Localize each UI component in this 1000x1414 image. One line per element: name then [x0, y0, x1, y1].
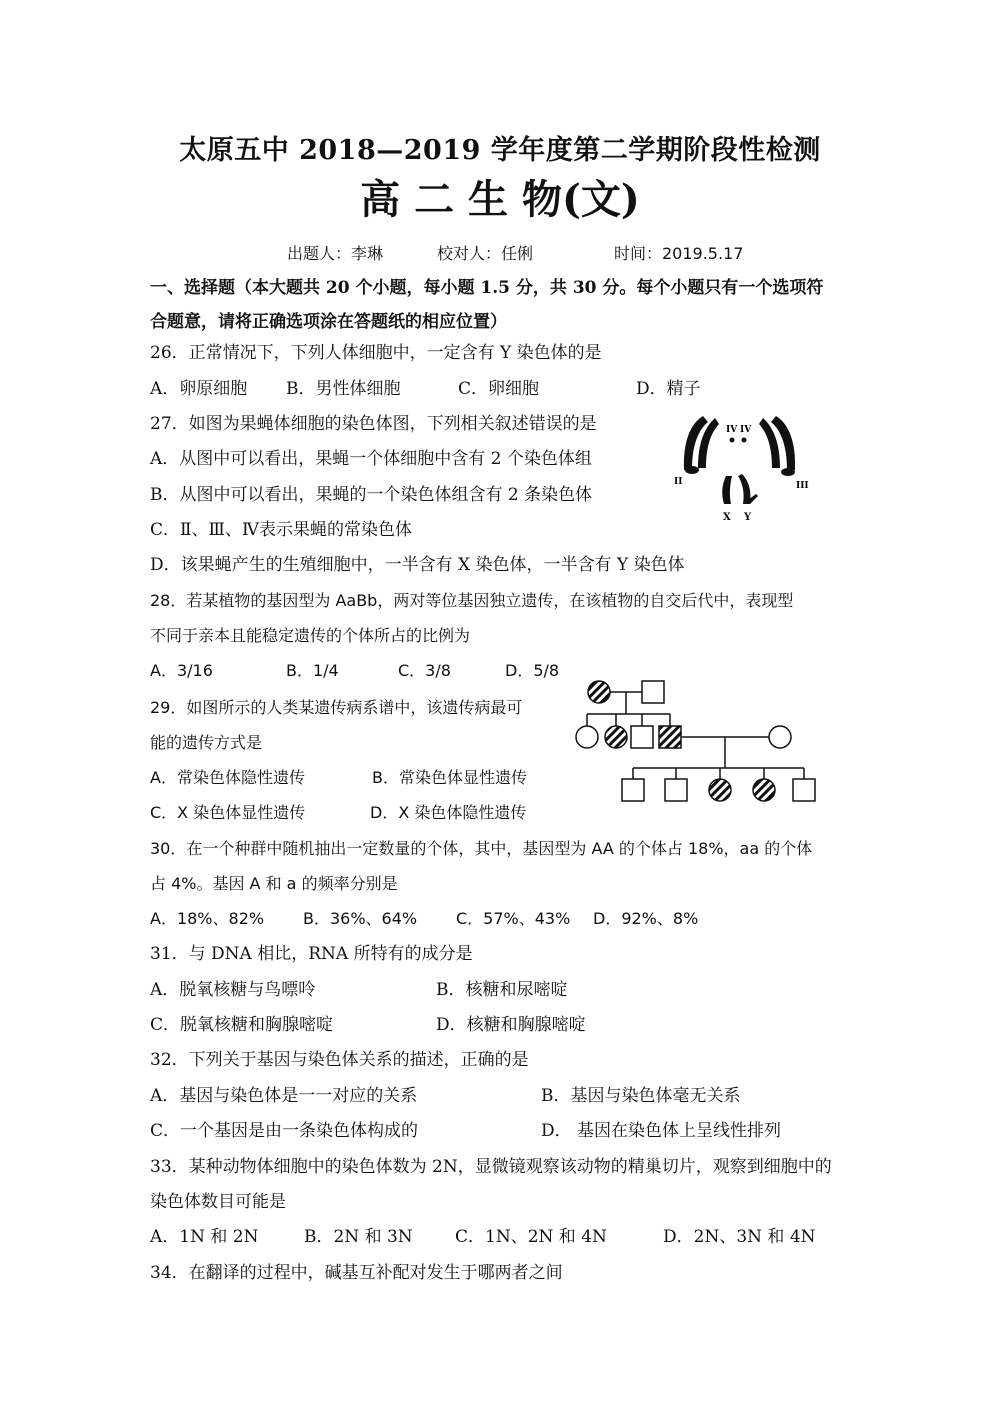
- q31-option-b: B．核糖和尿嘧啶: [436, 980, 568, 1000]
- pedigree-iii5-male: [793, 779, 815, 801]
- chromosome-x: [722, 476, 732, 504]
- pedigree-iii3-affected-female: [709, 779, 731, 801]
- q30-option-c: C．57%、43%: [456, 909, 571, 928]
- q32-stem: 32．下列关于基因与染色体关系的描述，正确的是: [150, 1050, 529, 1070]
- pedigree-ii1-female: [576, 726, 598, 748]
- q30-stem-line1: 30．在一个种群中随机抽出一定数量的个体，其中，基因型为 AA 的个体占 18%，aa 的个体: [150, 839, 813, 858]
- pedigree-chart: [570, 672, 830, 812]
- label-x: X: [723, 512, 731, 523]
- subject-title: 高 二 生 物(文): [360, 176, 640, 223]
- q27-stem: 27．如图为果蝇体细胞的染色体图，下列相关叙述错误的是: [150, 414, 597, 434]
- pedigree-ii5-female: [769, 726, 791, 748]
- pedigree-i2-male: [642, 681, 664, 703]
- q28-option-c: C．3/8: [398, 661, 451, 680]
- pedigree-ii4-affected-male: [659, 726, 681, 748]
- q29-stem-line1: 29．如图所示的人类某遗传病系谱中，该遗传病最可: [150, 698, 523, 717]
- q29-option-c: C．X 染色体显性遗传: [150, 803, 306, 822]
- q28-stem-line2: 不同于亲本且能稳定遗传的个体所占的比例为: [150, 626, 471, 645]
- author-label: 出题人：李琳: [287, 244, 384, 263]
- q28-option-a: A．3/16: [150, 661, 213, 680]
- q29-option-a: A．常染色体隐性遗传: [150, 768, 305, 787]
- centromere-iii: [781, 468, 795, 476]
- chromosome-iv-right: [742, 438, 747, 443]
- section-heading-line2: 合题意，请将正确选项涂在答题纸的相应位置）: [150, 312, 507, 332]
- centromere-ii: [685, 466, 699, 474]
- q33-stem-line2: 染色体数目可能是: [150, 1192, 286, 1212]
- pedigree-ii3-male: [631, 726, 653, 748]
- q26-option-b: B．男性体细胞: [286, 379, 401, 399]
- q29-option-b: B．常染色体显性遗传: [372, 768, 527, 787]
- q32-option-a: A．基因与染色体是一一对应的关系: [150, 1086, 418, 1106]
- label-y: Y: [744, 512, 752, 523]
- q32-option-b: B．基因与染色体毫无关系: [541, 1086, 741, 1106]
- time-label: 时间：2019.5.17: [614, 244, 744, 263]
- chromosome-y: [738, 474, 751, 504]
- label-iv-left: IV: [726, 425, 738, 435]
- q34-stem: 34．在翻译的过程中，碱基互补配对发生于哪两者之间: [150, 1263, 563, 1283]
- q33-option-c: C．1N、2N 和 4N: [455, 1227, 607, 1247]
- q27-option-b: B．从图中可以看出，果蝇的一个染色体组含有 2 条染色体: [150, 485, 593, 505]
- q27-option-d: D．该果蝇产生的生殖细胞中，一半含有 X 染色体，一半含有 Y 染色体: [150, 555, 685, 575]
- q33-stem-line1: 33．某种动物体细胞中的染色体数为 2N，显微镜观察该动物的精巢切片，观察到细胞中的: [150, 1157, 832, 1177]
- q27-option-c: C．Ⅱ、Ⅲ、Ⅳ表示果蝇的常染色体: [150, 520, 412, 540]
- q33-option-a: A．1N 和 2N: [150, 1227, 259, 1247]
- section-heading-line1: 一、选择题（本大题共 20 个小题，每小题 1.5 分，共 30 分。每个小题只有一个选项符: [150, 278, 824, 298]
- label-iv-right: IV: [740, 425, 752, 435]
- q26-option-c: C．卵细胞: [458, 379, 540, 399]
- q31-option-c: C．脱氧核糖和胸腺嘧啶: [150, 1015, 334, 1035]
- q29-option-d: D．X 染色体隐性遗传: [370, 803, 527, 822]
- q30-option-b: B．36%、64%: [303, 909, 418, 928]
- q30-option-a: A．18%、82%: [150, 909, 265, 928]
- q26-option-d: D．精子: [636, 379, 701, 399]
- q31-stem: 31．与 DNA 相比，RNA 所特有的成分是: [150, 944, 473, 964]
- q33-option-b: B．2N 和 3N: [304, 1227, 413, 1247]
- pedigree-i1-affected-female: [588, 681, 610, 703]
- pedigree-iii1-male: [622, 779, 644, 801]
- q31-option-d: D．核糖和胸腺嘧啶: [436, 1015, 586, 1035]
- q28-option-d: D．5/8: [505, 661, 560, 680]
- q27-option-a: A．从图中可以看出，果蝇一个体细胞中含有 2 个染色体组: [150, 449, 592, 469]
- q30-stem-line2: 占 4%。基因 A 和 a 的频率分别是: [150, 874, 398, 893]
- checker-label: 校对人：任俐: [437, 244, 534, 263]
- q28-option-b: B．1/4: [286, 661, 339, 680]
- chromosome-iv-left: [730, 438, 735, 443]
- exam-title: 太原五中 2018—2019 学年度第二学期阶段性检测: [179, 135, 821, 166]
- q32-option-c: C．一个基因是由一条染色体构成的: [150, 1121, 419, 1141]
- pedigree-ii2-affected-female: [605, 726, 627, 748]
- q30-option-d: D．92%、8%: [593, 909, 699, 928]
- q31-option-a: A．脱氧核糖与鸟嘌呤: [150, 980, 316, 1000]
- pedigree-iii2-male: [665, 779, 687, 801]
- q32-option-d: D． 基因在染色体上呈线性排列: [541, 1121, 782, 1141]
- q33-option-d: D．2N、3N 和 4N: [663, 1227, 816, 1247]
- q28-stem-line1: 28．若某植物的基因型为 AaBb，两对等位基因独立遗传，在该植物的自交后代中，表现型: [150, 591, 794, 610]
- label-iii: III: [796, 481, 809, 491]
- q29-stem-line2: 能的遗传方式是: [150, 733, 263, 752]
- pedigree-iii4-affected-female: [753, 779, 775, 801]
- q26-option-a: A．卵原细胞: [150, 379, 248, 399]
- q26-stem: 26．正常情况下，下列人体细胞中，一定含有 Y 染色体的是: [150, 343, 602, 363]
- fruit-fly-chromosome-figure: [668, 410, 818, 525]
- label-ii: II: [674, 477, 683, 487]
